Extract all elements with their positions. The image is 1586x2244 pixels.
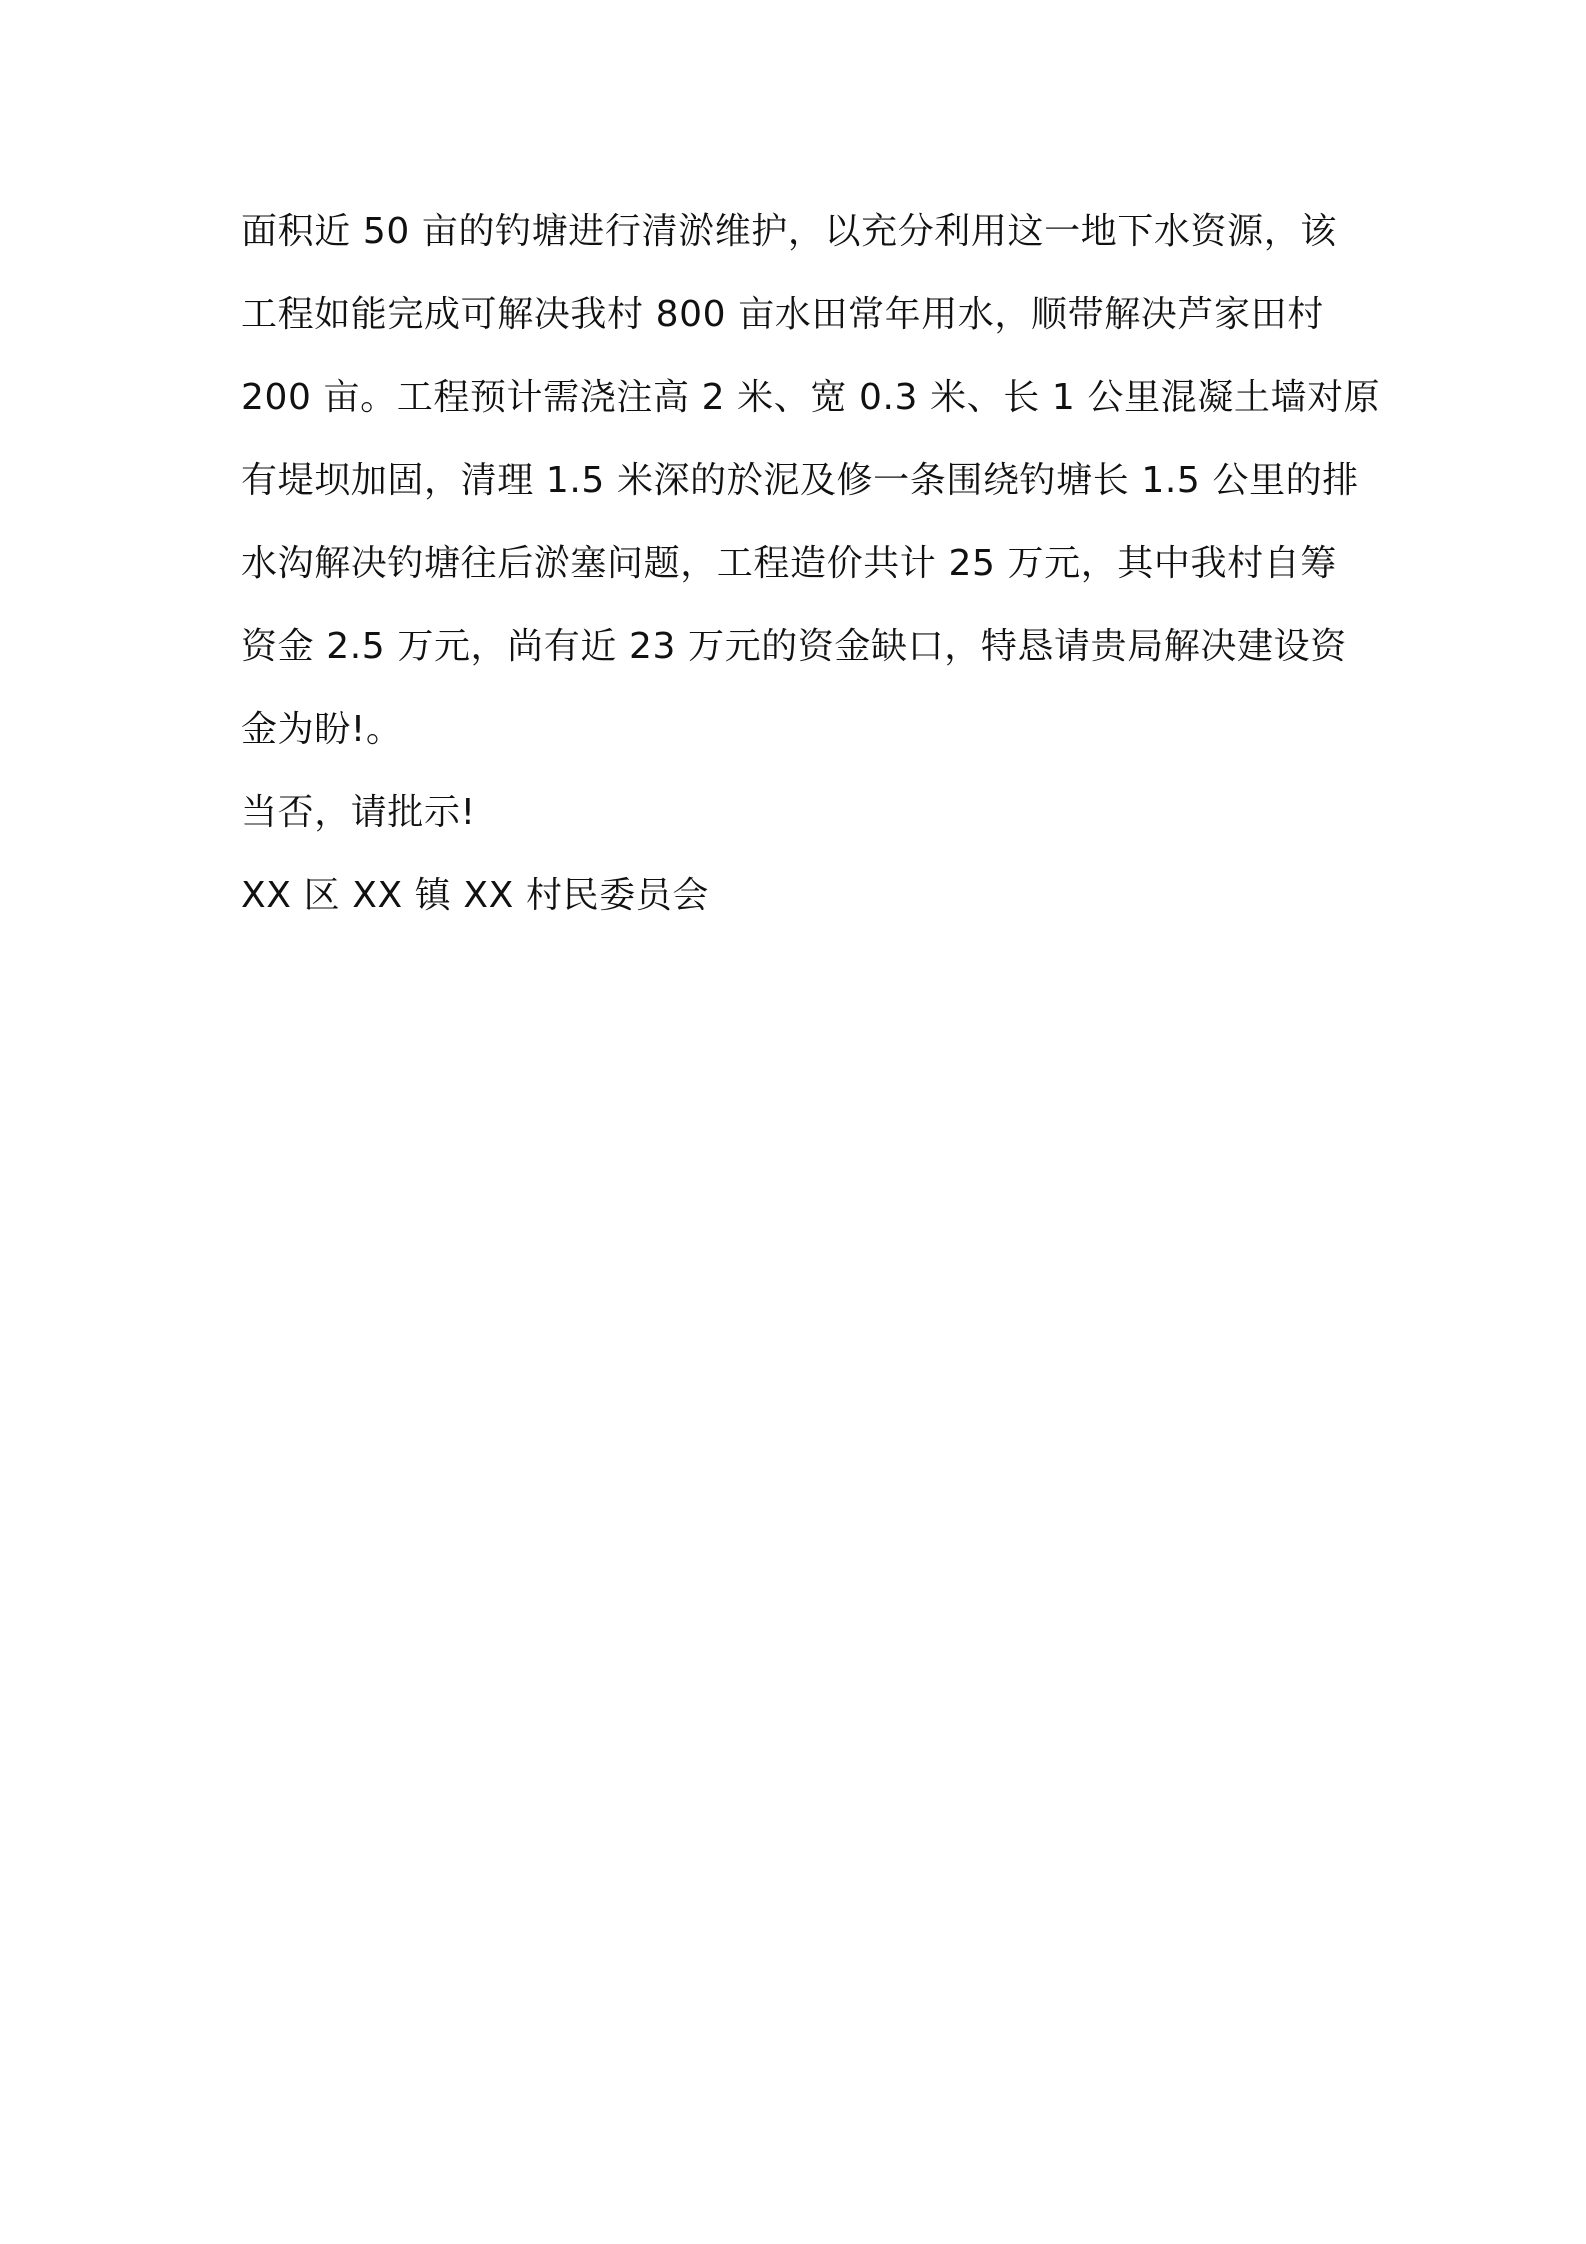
signature-committee: XX 区 XX 镇 XX 村民委员会 <box>241 875 709 916</box>
paragraph-line-3: 200 亩。工程预计需浇注高 2 米、宽 0.3 米、长 1 公里混凝土墙对原 <box>241 377 1381 418</box>
paragraph-line-2: 工程如能完成可解决我村 800 亩水田常年用水，顺带解决芦家田村 <box>241 294 1324 335</box>
paragraph-line-4: 有堤坝加固，清理 1.5 米深的於泥及修一条围绕钓塘长 1.5 公里的排 <box>241 460 1359 501</box>
document-body <box>241 197 1381 944</box>
paragraph-line-6: 资金 2.5 万元，尚有近 23 万元的资金缺口，特恳请贵局解决建设资 <box>241 626 1347 667</box>
paragraph-line-7: 金为盼!。 <box>241 709 403 750</box>
paragraph-line-1: 面积近 50 亩的钓塘进行清淤维护，以充分利用这一地下水资源，该 <box>241 211 1337 252</box>
closing-request: 当否，请批示! <box>241 792 476 833</box>
paragraph-line-5: 水沟解决钓塘往后淤塞问题，工程造价共计 25 万元，其中我村自筹 <box>241 543 1337 584</box>
